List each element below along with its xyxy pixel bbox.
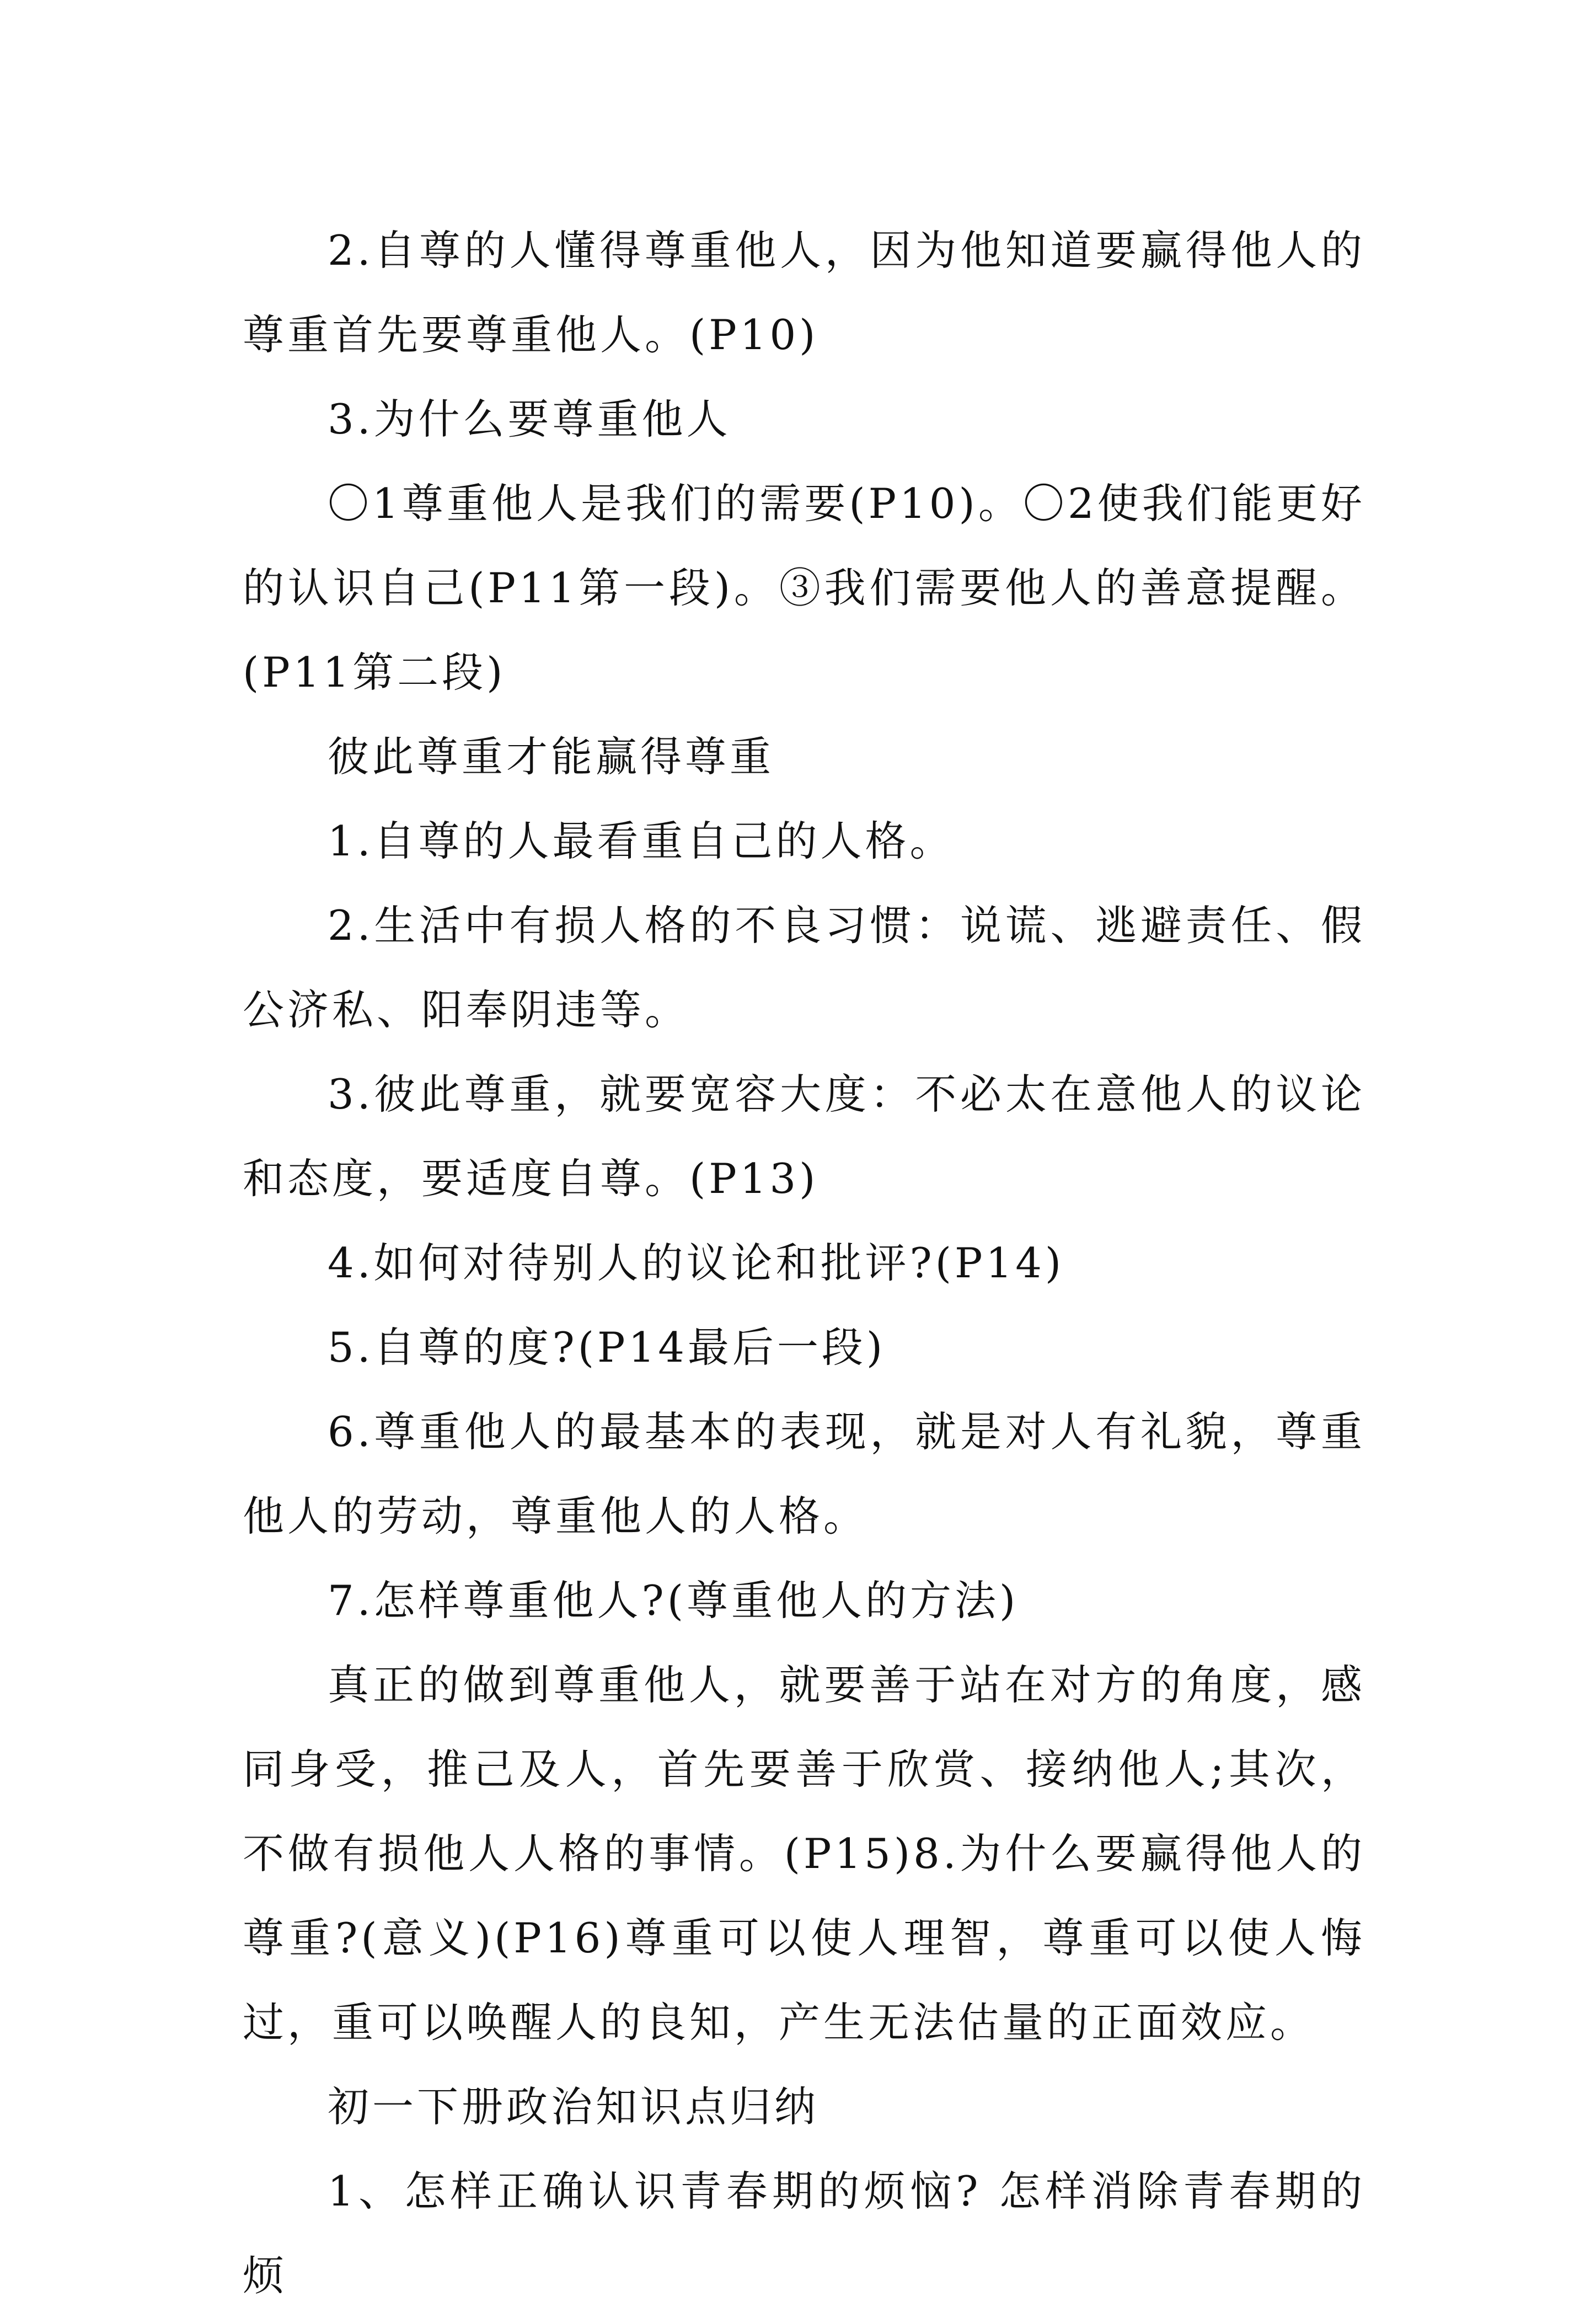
paragraph: 4.如何对待别人的议论和批评?(P14) — [328, 1239, 1065, 1287]
paragraph: 真正的做到尊重他人，就要善于站在对方的角度，感同身受，推己及人，首先要善于欣赏、接纳他人;其次，不做有损他人人格的事情。(P15)8.为什么要赢得他人的尊重?(意义)(P16)尊重可以使人理智，尊重可以使人悔过，重可以唤醒人的良知，产生无法估量的正面效应。 — [243, 1661, 1365, 2047]
paragraph: 〇1尊重他人是我们的需要(P10)。〇2使我们能更好的认识自己(P11第一段)。③我们需要他人的善意提醒。(P11第二段) — [243, 479, 1365, 697]
paragraph: 3.彼此尊重，就要宽容大度：不必太在意他人的议论和态度，要适度自尊。(P13) — [243, 1070, 1365, 1203]
paragraph: 2.自尊的人懂得尊重他人，因为他知道要赢得他人的尊重首先要尊重他人。(P10) — [243, 226, 1365, 359]
paragraph: 1.自尊的人最看重自己的人格。 — [328, 817, 955, 865]
paragraph: 2.生活中有损人格的不良习惯：说谎、逃避责任、假公济私、阳奉阴违等。 — [243, 901, 1365, 1034]
document-body — [243, 208, 1365, 2318]
paragraph: 6.尊重他人的最基本的表现，就是对人有礼貌，尊重他人的劳动，尊重他人的人格。 — [243, 1407, 1365, 1540]
section-heading: 初一下册政治知识点归纳 — [328, 2083, 820, 2131]
paragraph: 5.自尊的度?(P14最后一段) — [328, 1323, 886, 1372]
paragraph: 1、怎样正确认识青春期的烦恼? 怎样消除青春期的烦 — [243, 2167, 1365, 2300]
section-heading: 彼此尊重才能赢得尊重 — [328, 732, 775, 781]
paragraph: 3.为什么要尊重他人 — [328, 395, 731, 443]
paragraph: 7.怎样尊重他人?(尊重他人的方法) — [328, 1576, 1019, 1625]
